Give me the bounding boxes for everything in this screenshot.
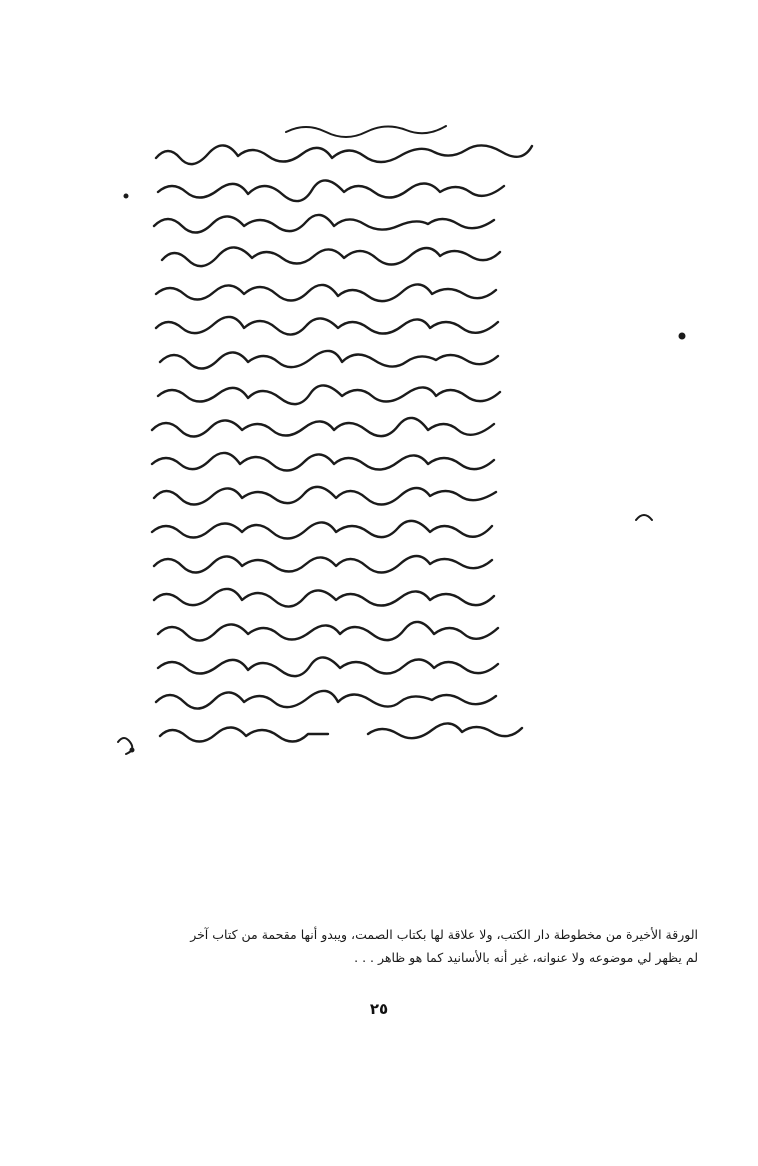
ink-mark	[118, 738, 132, 754]
manuscript-handwriting	[96, 110, 696, 790]
ink-line	[154, 487, 496, 505]
ink-line	[152, 453, 494, 471]
ink-line	[162, 247, 500, 266]
ink-line	[160, 351, 498, 369]
ink-dot	[679, 333, 685, 339]
ink-line	[156, 317, 498, 335]
ink-line	[154, 589, 494, 607]
caption	[84, 923, 698, 969]
ink-line	[156, 284, 496, 301]
ink-line	[152, 521, 492, 539]
ink-line	[156, 691, 496, 709]
ink-line	[158, 622, 498, 641]
page-number: ٢٥	[369, 1000, 389, 1018]
ink-line	[154, 215, 494, 233]
caption-line-1: الورقة الأخيرة من مخطوطة دار الكتب، ولا علاقة لها بكتاب الصمت، ويبدو أنها مقحمة من كتاب آخر	[190, 927, 698, 942]
ink-line	[286, 126, 446, 137]
ink-line	[160, 723, 522, 741]
caption-line-2: لم يظهر لي موضوعه ولا عنوانه، غير أنه بالأسانيد كما هو ظاهر . . .	[354, 950, 698, 965]
ink-line	[156, 145, 532, 164]
ink-line	[154, 556, 492, 573]
ink-line	[158, 657, 498, 676]
ink-line	[152, 418, 494, 437]
ink-line	[158, 385, 500, 404]
ink-mark	[636, 515, 652, 520]
manuscript-image	[96, 110, 696, 790]
ink-line	[158, 180, 504, 201]
ink-dot	[124, 194, 128, 198]
